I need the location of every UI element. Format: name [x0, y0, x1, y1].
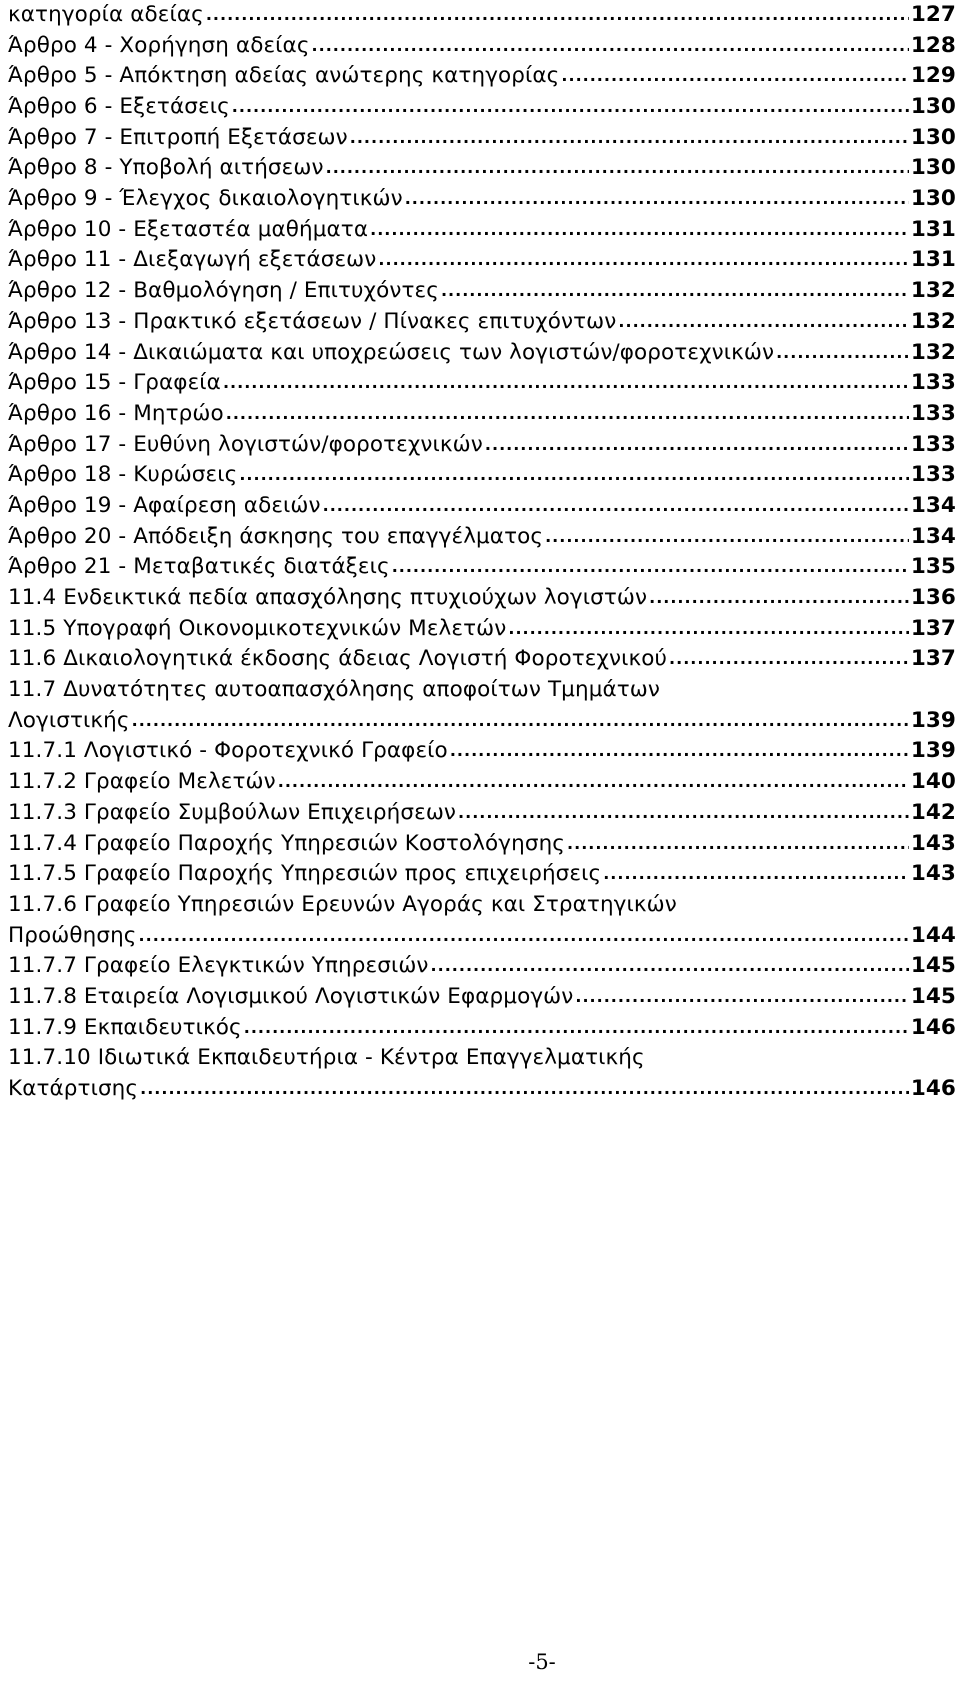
toc-page-number: 133 — [910, 431, 956, 457]
toc-entry-title: 11.7.7 Γραφείο Ελεγκτικών Υπηρεσιών — [8, 953, 429, 979]
dot-leader — [140, 1074, 909, 1105]
toc-page-number: 146 — [910, 1014, 956, 1040]
toc-entry[interactable] — [8, 123, 956, 154]
toc-entry-title: 11.7.9 Εκπαιδευτικός — [8, 1014, 242, 1040]
dot-leader — [206, 0, 909, 31]
toc-page-number: 131 — [910, 216, 956, 242]
toc-page-number: 136 — [910, 585, 956, 611]
dot-leader — [431, 951, 909, 982]
dot-leader — [508, 614, 908, 645]
toc-entry-title: 11.4 Ενδεικτικά πεδία απασχόλησης πτυχιούχων λογιστών — [8, 585, 648, 611]
toc-entry-title: Άρθρο 18 - Κυρώσεις — [8, 462, 238, 488]
toc-page-number: 145 — [910, 953, 956, 979]
dot-leader — [370, 215, 909, 246]
toc-entry-title: Άρθρο 14 - Δικαιώματα και υποχρεώσεις των λογιστών/φοροτεχνικών — [8, 339, 775, 365]
toc-entry-title: Άρθρο 20 - Απόδειξη άσκησης του επαγγέλματος — [8, 523, 544, 549]
dot-leader — [776, 338, 909, 369]
dot-leader — [226, 399, 909, 430]
toc-page-number: 139 — [910, 707, 956, 733]
dot-leader — [485, 430, 909, 461]
toc-entry[interactable] — [8, 276, 956, 307]
toc-entry[interactable] — [8, 982, 956, 1013]
toc-entry-title: 11.7.3 Γραφείο Συμβούλων Επιχειρήσεων — [8, 799, 457, 825]
toc-page-number: 132 — [910, 339, 956, 365]
dot-leader — [603, 859, 909, 890]
toc-entry-title: 11.7.4 Γραφείο Παροχής Υπηρεσιών Κοστολόγησης — [8, 830, 566, 856]
toc-entry-title-line1: 11.7.10 Ιδιωτικά Εκπαιδευτήρια - Κέντρα Επαγγελματικής — [8, 1045, 645, 1071]
toc-entry[interactable] — [8, 675, 956, 736]
toc-entry-title: Άρθρο 17 - Ευθύνη λογιστών/φοροτεχνικών — [8, 431, 483, 457]
toc-entry[interactable] — [8, 1043, 956, 1104]
toc-entry-title: Άρθρο 15 - Γραφεία — [8, 370, 221, 396]
toc-entry[interactable] — [8, 215, 956, 246]
toc-entry[interactable] — [8, 767, 956, 798]
toc-entry-title: Άρθρο 21 - Μεταβατικές διατάξεις — [8, 554, 390, 580]
toc-entry[interactable] — [8, 798, 956, 829]
toc-entry-title-line2: Κατάρτισης — [8, 1076, 139, 1102]
toc-entry[interactable] — [8, 246, 956, 277]
toc-entry-title: Άρθρο 9 - Έλεγχος δικαιολογητικών — [8, 186, 403, 212]
toc-entry-title: Άρθρο 5 - Απόκτηση αδείας ανώτερης κατηγορίας — [8, 63, 560, 89]
toc-entry[interactable] — [8, 92, 956, 123]
toc-entry-title: 11.7.8 Εταιρεία Λογισμικού Λογιστικών Εφαρμογών — [8, 983, 574, 1009]
toc-entry-title: 11.5 Υπογραφή Οικονομικοτεχνικών Μελετών — [8, 615, 507, 641]
toc-entry[interactable] — [8, 491, 956, 522]
toc-entry[interactable] — [8, 951, 956, 982]
dot-leader — [450, 736, 909, 767]
toc-entry[interactable] — [8, 522, 956, 553]
toc-page-number: 139 — [910, 738, 956, 764]
toc-page-number: 146 — [910, 1076, 956, 1102]
toc-page-number: 134 — [910, 523, 956, 549]
toc-entry[interactable] — [8, 1013, 956, 1044]
toc-page-number: 140 — [910, 769, 956, 795]
dot-leader — [278, 767, 909, 798]
toc-entry[interactable] — [8, 644, 956, 675]
toc-page-number: 133 — [910, 400, 956, 426]
toc-entry-title: Άρθρο 19 - Αφαίρεση αδειών — [8, 492, 321, 518]
toc-page-number: 137 — [910, 646, 956, 672]
dot-leader — [392, 552, 909, 583]
toc-entry[interactable] — [8, 859, 956, 890]
toc-page-number: 132 — [910, 278, 956, 304]
toc-entry[interactable] — [8, 338, 956, 369]
page-number: -5- — [528, 1650, 556, 1674]
toc-entry-title: Άρθρο 12 - Βαθμολόγηση / Επιτυχόντες — [8, 278, 439, 304]
toc-entry-title: Άρθρο 6 - Εξετάσεις — [8, 94, 230, 120]
toc-entry-title-line2: Λογιστικής — [8, 707, 130, 733]
toc-page-number: 137 — [910, 615, 956, 641]
toc-entry[interactable] — [8, 460, 956, 491]
toc-entry-title-line2: Προώθησης — [8, 922, 137, 948]
toc-entry[interactable] — [8, 61, 956, 92]
toc-page-number: 133 — [910, 370, 956, 396]
toc-entry[interactable] — [8, 829, 956, 860]
toc-entry-title: Άρθρο 16 - Μητρώο — [8, 400, 224, 426]
dot-leader — [458, 798, 909, 829]
toc-entry-title: Άρθρο 7 - Επιτροπή Εξετάσεων — [8, 124, 348, 150]
toc-entry-title: 11.6 Δικαιολογητικά έκδοσης άδειας Λογιστή Φοροτεχνικού — [8, 646, 668, 672]
toc-page-number: 130 — [910, 94, 956, 120]
dot-leader — [575, 982, 908, 1013]
dot-leader — [545, 522, 909, 553]
toc-entry[interactable] — [8, 31, 956, 62]
toc-page-number: 143 — [910, 830, 956, 856]
dot-leader — [561, 61, 908, 92]
toc-entry-title-line1: 11.7.6 Γραφείο Υπηρεσιών Ερευνών Αγοράς και Στρατηγικών — [8, 891, 677, 917]
toc-entry[interactable] — [8, 153, 956, 184]
toc-entry-title: Άρθρο 13 - Πρακτικό εξετάσεων / Πίνακες επιτυχόντων — [8, 308, 617, 334]
toc-page-number: 128 — [910, 32, 956, 58]
toc-page-number: 135 — [910, 554, 956, 580]
dot-leader — [441, 276, 909, 307]
toc-page-number: 144 — [910, 922, 956, 948]
toc-entry-title: 11.7.5 Γραφείο Παροχής Υπηρεσιών προς επιχειρήσεις — [8, 861, 602, 887]
dot-leader — [669, 644, 909, 675]
toc-entry-title: κατηγορία αδείας — [8, 1, 204, 27]
dot-leader — [618, 307, 908, 338]
dot-leader — [323, 491, 909, 522]
toc-entry-title: Άρθρο 10 - Εξεταστέα μαθήματα — [8, 216, 369, 242]
toc-entry-title: 11.7.2 Γραφείο Μελετών — [8, 769, 276, 795]
dot-leader — [649, 583, 909, 614]
toc-entry-title-line1: 11.7 Δυνατότητες αυτοαπασχόλησης αποφοίτων Τμημάτων — [8, 677, 660, 703]
table-of-contents — [8, 0, 956, 1105]
dot-leader — [244, 1013, 909, 1044]
dot-leader — [405, 184, 909, 215]
dot-leader — [378, 245, 908, 276]
dot-leader — [239, 460, 908, 491]
toc-page-number: 130 — [910, 124, 956, 150]
toc-entry[interactable] — [8, 614, 956, 645]
toc-entry-title: 11.7.1 Λογιστικό - Φοροτεχνικό Γραφείο — [8, 738, 448, 764]
toc-entry[interactable] — [8, 307, 956, 338]
toc-page-number: 131 — [910, 247, 956, 273]
toc-page-number: 145 — [910, 983, 956, 1009]
dot-leader — [132, 706, 909, 737]
toc-entry[interactable] — [8, 0, 956, 31]
toc-entry[interactable] — [8, 399, 956, 430]
dot-leader — [232, 92, 909, 123]
toc-page-number: 142 — [910, 799, 956, 825]
toc-page-number: 129 — [910, 63, 956, 89]
toc-page-number: 132 — [910, 308, 956, 334]
toc-page-number: 127 — [910, 1, 956, 27]
dot-leader — [139, 921, 909, 952]
dot-leader — [350, 123, 909, 154]
toc-entry-title: Άρθρο 11 - Διεξαγωγή εξετάσεων — [8, 247, 377, 273]
toc-page-number: 143 — [910, 861, 956, 887]
dot-leader — [326, 153, 909, 184]
toc-entry-title: Άρθρο 8 - Υποβολή αιτήσεων — [8, 155, 324, 181]
toc-entry[interactable] — [8, 368, 956, 399]
dot-leader — [312, 31, 909, 62]
toc-entry-title: Άρθρο 4 - Χορήγηση αδείας — [8, 32, 310, 58]
toc-entry[interactable] — [8, 430, 956, 461]
toc-page-number: 133 — [910, 462, 956, 488]
toc-page-number: 130 — [910, 186, 956, 212]
toc-entry[interactable] — [8, 890, 956, 951]
dot-leader — [567, 829, 909, 860]
toc-page-number: 130 — [910, 155, 956, 181]
toc-entry[interactable] — [8, 737, 956, 768]
toc-page-number: 134 — [910, 492, 956, 518]
toc-entry[interactable] — [8, 184, 956, 215]
dot-leader — [223, 368, 909, 399]
toc-entry[interactable] — [8, 552, 956, 583]
toc-entry[interactable] — [8, 583, 956, 614]
